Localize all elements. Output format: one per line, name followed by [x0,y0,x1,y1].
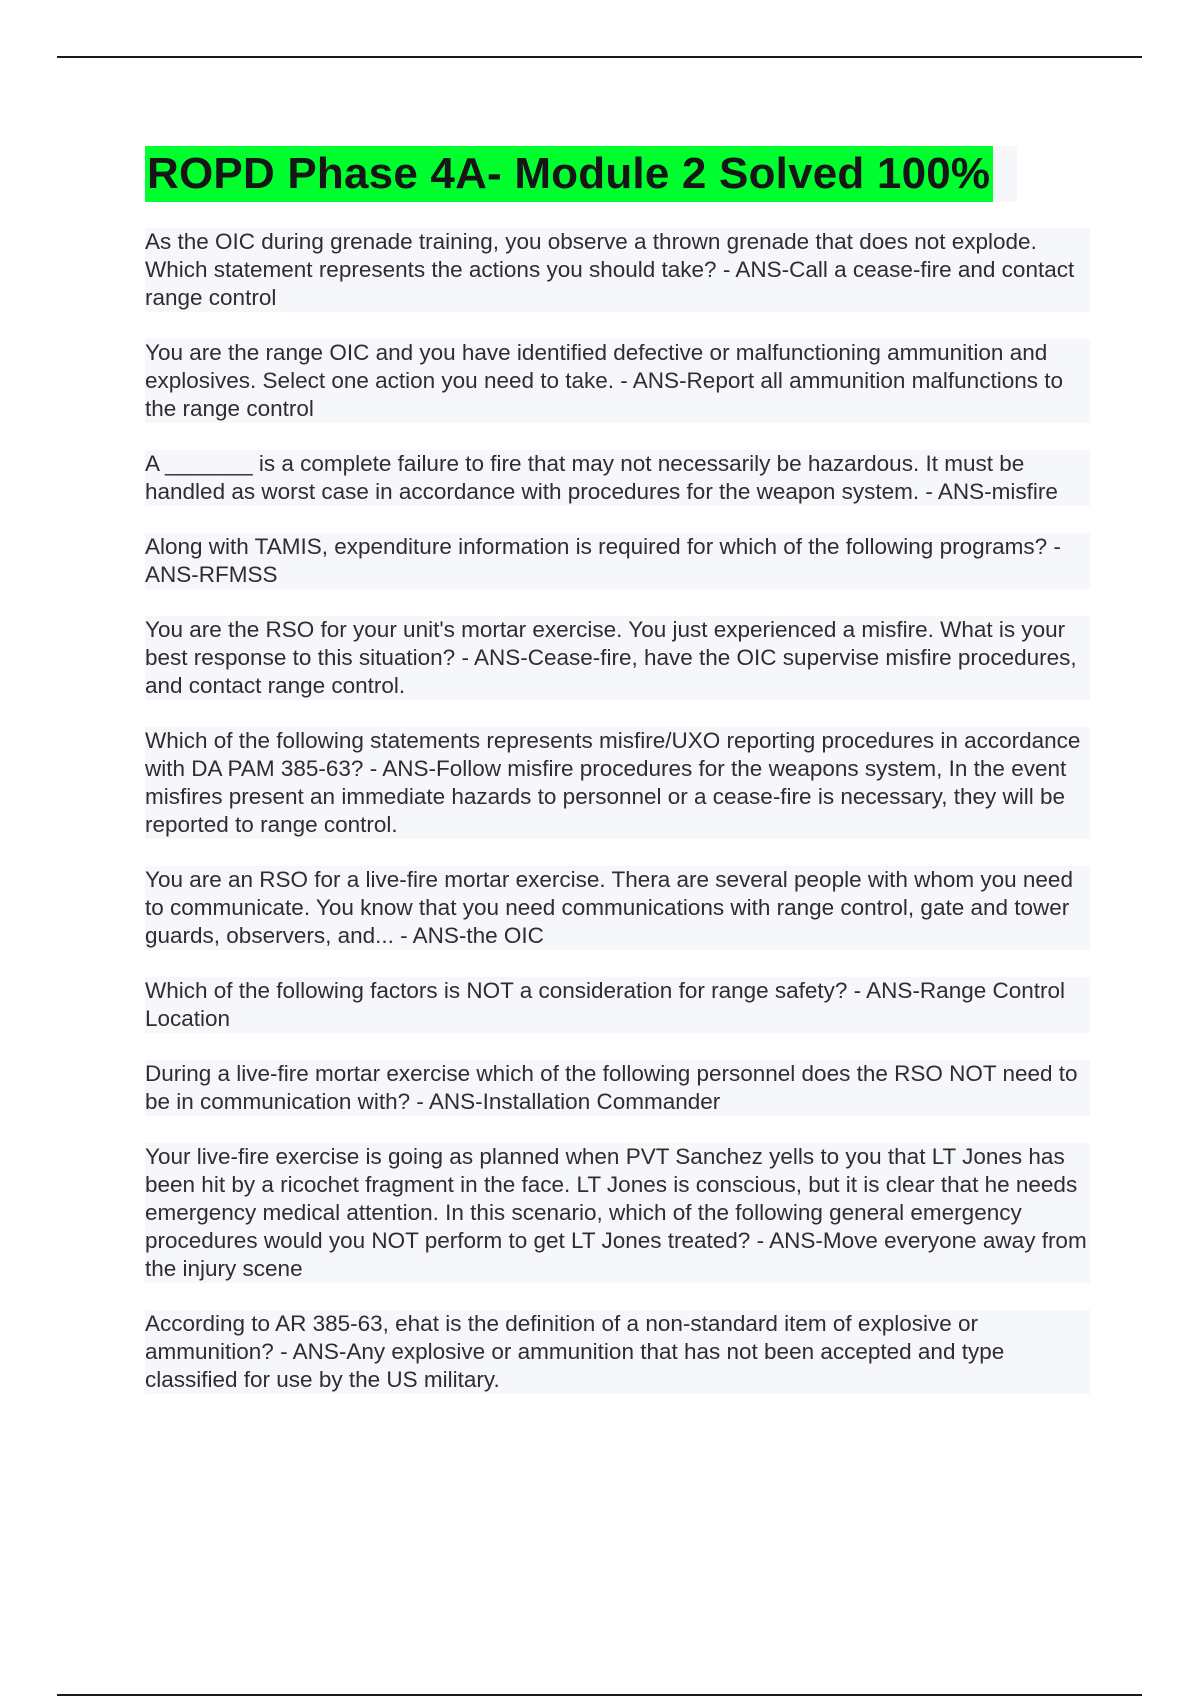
qa-item: Which of the following factors is NOT a consideration for range safety? - ANS-Range Control Location [145,977,1090,1033]
qa-item: Along with TAMIS, expenditure information is required for which of the following programs? - ANS-RFMSS [145,533,1090,589]
qa-item: Your live-fire exercise is going as planned when PVT Sanchez yells to you that LT Jones has been hit by a ricochet fragment in the face. LT Jones is conscious, but it is clear that he needs emergency medical attention. In this scenario, which of the following general emergency procedures would you NOT perform to get LT Jones treated? - ANS-Move everyone away from the injury scene [145,1143,1090,1283]
qa-item: According to AR 385-63, ehat is the definition of a non-standard item of explosive or ammunition? - ANS-Any explosive or ammunition that has not been accepted and type classified for use by the US military. [145,1310,1090,1394]
header-rule [57,56,1142,58]
footer-rule [57,1694,1142,1696]
qa-item: You are the range OIC and you have identified defective or malfunctioning ammunition and explosives. Select one action you need to take. - ANS-Report all ammunition malfunctions to the range control [145,339,1090,423]
qa-item: As the OIC during grenade training, you observe a thrown grenade that does not explode. Which statement represents the actions you should take? - ANS-Call a cease-fire and contact range control [145,228,1090,312]
qa-item: You are the RSO for your unit's mortar exercise. You just experienced a misfire. What is your best response to this situation? - ANS-Cease-fire, have the OIC supervise misfire procedures, and contact range control. [145,616,1090,700]
qa-item: Which of the following statements represents misfire/UXO reporting procedures in accordance with DA PAM 385-63? - ANS-Follow misfire procedures for the weapons system, In the event misfires present an immediate hazards to personnel or a cease-fire is necessary, they will be reported to range control. [145,727,1090,839]
qa-item: You are an RSO for a live-fire mortar exercise. Thera are several people with whom you need to communicate. You know that you need communications with range control, gate and tower guards, observers, and... - ANS-the OIC [145,866,1090,950]
title-block [145,146,1017,202]
qa-item: During a live-fire mortar exercise which of the following personnel does the RSO NOT need to be in communication with? - ANS-Installation Commander [145,1060,1090,1116]
document-title: ROPD Phase 4A- Module 2 Solved 100% [145,146,993,202]
qa-item: A _______ is a complete failure to fire that may not necessarily be hazardous. It must be handled as worst case in accordance with procedures for the weapon system. - ANS-misfire [145,450,1090,506]
document-body [145,146,1090,1421]
